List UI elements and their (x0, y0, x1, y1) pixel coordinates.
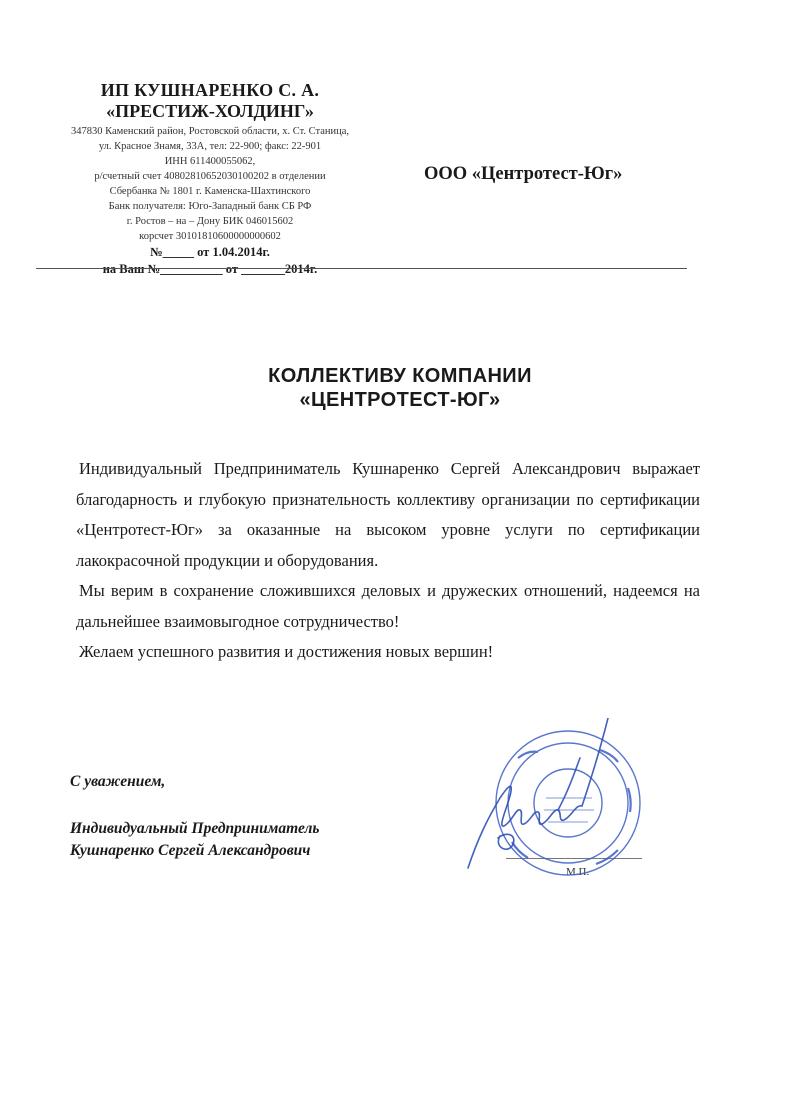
letter-reply-reference: на Ваш №__________ от _______2014г. (102, 262, 318, 276)
letter-title-line-1: КОЛЛЕКТИВУ КОМПАНИИ (268, 365, 532, 387)
letterhead (40, 80, 380, 278)
letterhead-bik-line: г. Ростов – на – Дону БИК 046015602 (126, 216, 294, 227)
closing-regards: С уважением, (70, 773, 166, 790)
stamp-and-signature (458, 718, 658, 888)
letter-reference-number: №_____ от 1.04.2014г. (150, 245, 270, 259)
letterhead-phone-line: ул. Красное Знамя, 33А, тел: 22-900; факс: 22-901 (98, 141, 322, 152)
signer-position: Индивидуальный Предприниматель (70, 820, 320, 837)
stamp-place-label: М.П. (566, 866, 590, 878)
body-paragraph-3: Желаем успешного развития и достижения новых вершин! (79, 642, 494, 661)
letterhead-name: ИП КУШНАРЕНКО С. А. (100, 80, 320, 100)
closing-signature-block (70, 818, 319, 862)
letterhead-address-line: 347830 Каменский район, Ростовской области, х. Ст. Станица, (70, 126, 350, 137)
header-divider (36, 268, 687, 269)
recipient: ООО «Центротест-Юг» (424, 164, 623, 184)
letter-title-line-2: «ЦЕНТРОТЕСТ-ЮГ» (299, 389, 501, 411)
letter-body (76, 454, 700, 668)
letterhead-branch-line: Сбербанка № 1801 г. Каменска-Шахтинского (109, 186, 311, 197)
body-paragraph-2: Мы верим в сохранение сложившихся деловых и дружеских отношений, надеемся на дальнейшее взаимовыгодное сотрудничество! (76, 581, 700, 631)
letterhead-bank-line: Банк получателя: Юго-Западный банк СБ РФ (108, 201, 312, 212)
letterhead-company: «ПРЕСТИЖ-ХОЛДИНГ» (106, 101, 314, 121)
letterhead-account-line: р/счетный счет 40802810652030100202 в отделении (94, 171, 326, 182)
letterhead-corr-account-line: корсчет 30101810600000000602 (139, 231, 281, 242)
seal-icon (496, 731, 640, 875)
signature-icon (468, 718, 608, 868)
body-paragraph-1: Индивидуальный Предприниматель Кушнаренко Сергей Александрович выражает благодарность и глубокую признательность коллективу организации по сертификации «Центротест-Юг» за оказанные на высоком уровне услуги по сертификации лакокрасочной продукции и оборудования. (76, 459, 700, 570)
signer-name: Кушнаренко Сергей Александрович (70, 842, 311, 859)
letterhead-inn-line: ИНН 611400055062, (164, 156, 256, 167)
